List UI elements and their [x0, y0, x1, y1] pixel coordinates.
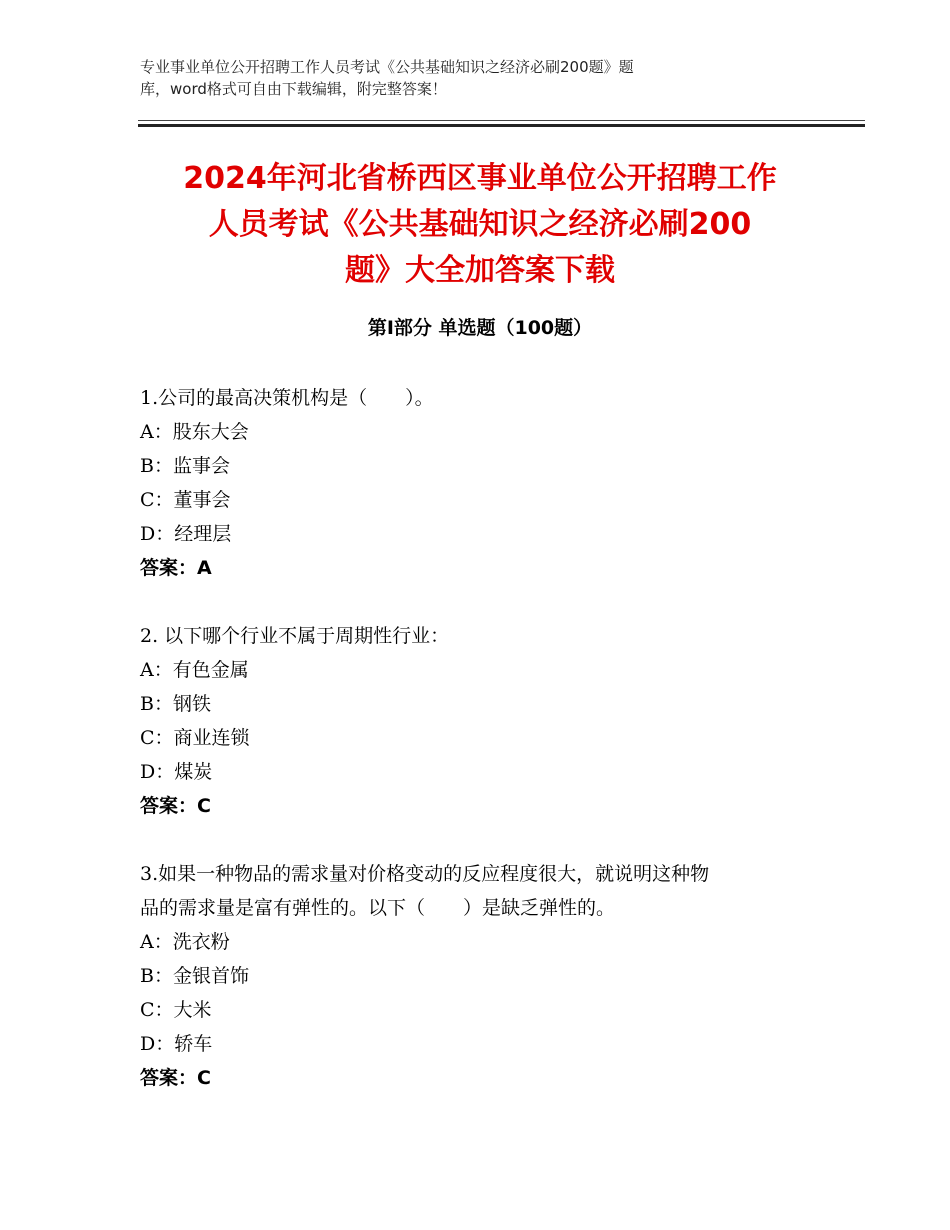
- question-stem: [140, 619, 820, 653]
- option-c: C：商业连锁: [140, 727, 250, 749]
- question-list: [140, 381, 820, 1129]
- answer-label: 答案：C: [140, 795, 211, 817]
- answer-label: 答案：C: [140, 1067, 211, 1089]
- option-b: B：监事会: [140, 455, 230, 477]
- question-stem: [140, 381, 820, 415]
- question-stem-line: 品的需求量是富有弹性的。以下（ ）是缺乏弹性的。: [140, 897, 616, 919]
- question-stem: [140, 857, 820, 925]
- option-a: A：股东大会: [140, 421, 249, 443]
- question-item: [140, 619, 820, 823]
- header-divider-thick: [138, 124, 865, 127]
- title-line: 2024年河北省桥西区事业单位公开招聘工作: [183, 161, 777, 196]
- option-a: A：有色金属: [140, 659, 249, 681]
- header-note: [140, 56, 780, 100]
- header-note-line: 库，word格式可自由下载编辑，附完整答案！: [140, 80, 447, 98]
- question-item: [140, 857, 820, 1095]
- section-heading: 第Ⅰ部分 单选题（100题）: [367, 317, 593, 339]
- title-line: 人员考试《公共基础知识之经济必刷200: [208, 207, 752, 242]
- option-a: A：洗衣粉: [140, 931, 230, 953]
- title-line: 题》大全加答案下载: [345, 253, 615, 288]
- answer-label: 答案：A: [140, 557, 212, 579]
- question-item: [140, 381, 820, 585]
- option-d: D：经理层: [140, 523, 232, 545]
- option-c: C：董事会: [140, 489, 231, 511]
- option-b: B：金银首饰: [140, 965, 249, 987]
- option-b: B：钢铁: [140, 693, 211, 715]
- option-d: D：煤炭: [140, 761, 213, 783]
- question-stem-line: 2. 以下哪个行业不属于周期性行业：: [140, 625, 450, 647]
- option-d: D：轿车: [140, 1033, 213, 1055]
- question-stem-line: 1.公司的最高决策机构是（ ）。: [140, 387, 434, 409]
- header-divider-thin: [138, 120, 865, 121]
- option-c: C：大米: [140, 999, 212, 1021]
- question-stem-line: 3.如果一种物品的需求量对价格变动的反应程度很大，就说明这种物: [140, 863, 710, 885]
- header-note-line: 专业事业单位公开招聘工作人员考试《公共基础知识之经济必刷200题》题: [140, 58, 634, 76]
- document-title: [140, 156, 820, 294]
